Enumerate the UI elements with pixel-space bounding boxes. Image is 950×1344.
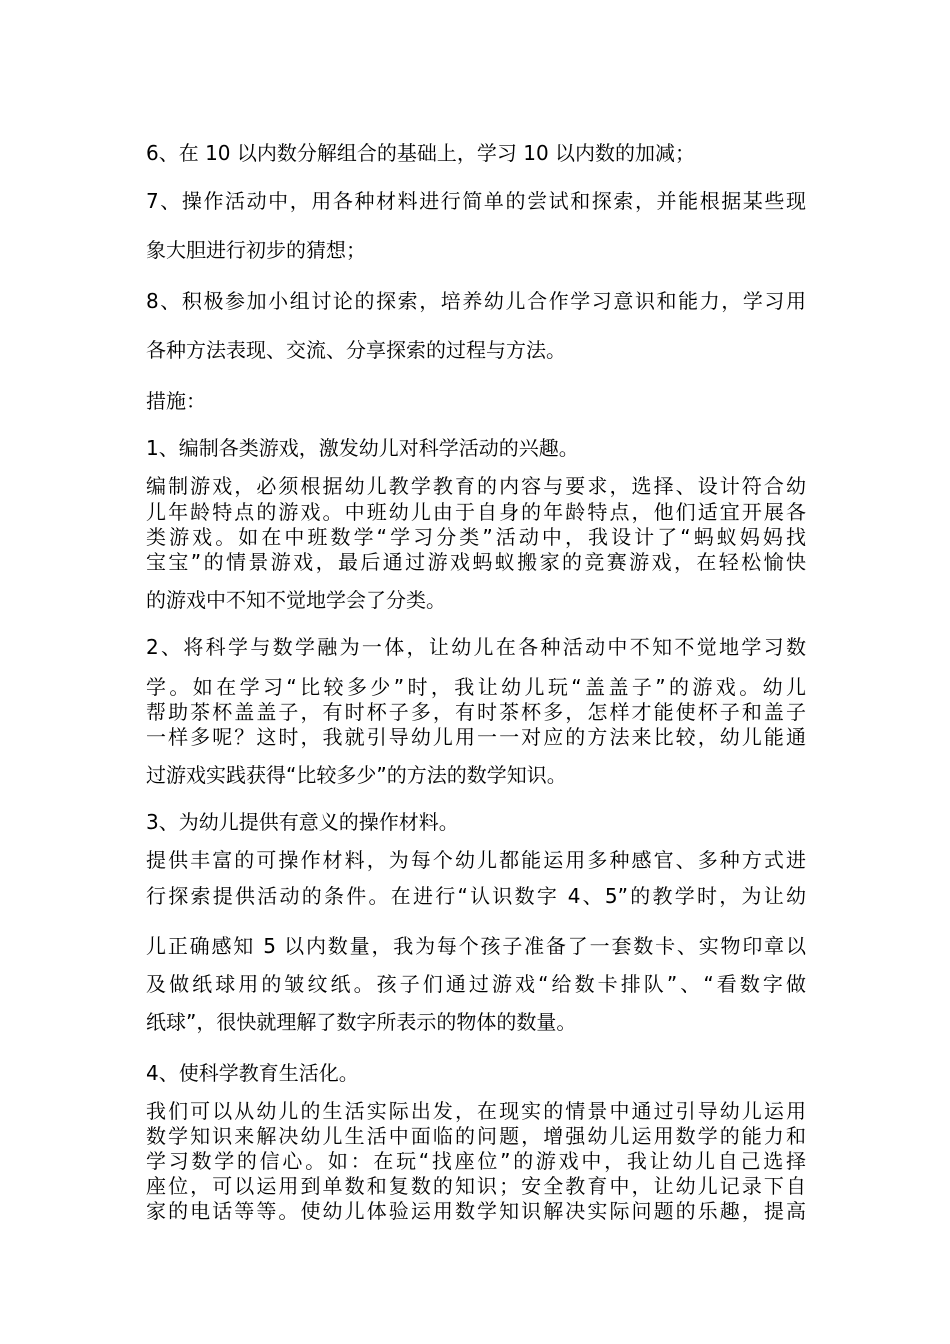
text-line: 各种方法表现、交流、分享探索的过程与方法。 [146, 338, 566, 362]
text-line: 宝宝”的情景游戏，最后通过游戏蚂蚁搬家的竞赛游戏，在轻松愉快 [146, 550, 806, 574]
text-line: 的游戏中不知不觉地学会了分类。 [146, 588, 446, 612]
text-line: 编制游戏，必须根据幼儿教学教育的内容与要求，选择、设计符合幼 [146, 474, 806, 498]
text-line: 象大胆进行初步的猜想； [146, 238, 366, 262]
text-line: 学。如在学习“比较多少”时，我让幼儿玩“盖盖子”的游戏。幼儿 [146, 675, 806, 699]
item-heading: 3、为幼儿提供有意义的操作材料。 [146, 810, 459, 834]
text-line: 6、在 10 以内数分解组合的基础上，学习 10 以内数的加减； [146, 141, 696, 165]
text-line: 提供丰富的可操作材料，为每个幼儿都能运用多种感官、多种方式进 [146, 848, 806, 872]
section-heading: 措施： [146, 389, 206, 413]
text-line: 家的电话等等。使幼儿体验运用数学知识解决实际问题的乐趣，提高 [146, 1199, 806, 1223]
text-line: 过游戏实践获得“比较多少”的方法的数学知识。 [146, 763, 567, 787]
text-line: 8、积极参加小组讨论的探索，培养幼儿合作学习意识和能力，学习用 [146, 289, 806, 313]
text-line: 及做纸球用的皱纹纸。孩子们通过游戏“给数卡排队”、“看数字做 [146, 972, 806, 996]
text-line: 儿年龄特点的游戏。中班幼儿由于自身的年龄特点，他们适宜开展各 [146, 500, 806, 524]
text-line: 7、操作活动中，用各种材料进行简单的尝试和探索，并能根据某些现 [146, 189, 806, 213]
text-line: 座位，可以运用到单数和复数的知识；安全教育中，让幼儿记录下自 [146, 1174, 806, 1198]
text-line: 行探索提供活动的条件。在进行“认识数字 4、5”的教学时，为让幼 [146, 884, 806, 908]
text-line: 儿正确感知 5 以内数量，我为每个孩子准备了一套数卡、实物印章以 [146, 934, 806, 958]
text-line: 类游戏。如在中班数学“学习分类”活动中，我设计了“蚂蚁妈妈找 [146, 525, 806, 549]
item-heading: 1、编制各类游戏，激发幼儿对科学活动的兴趣。 [146, 436, 579, 460]
text-line: 学习数学的信心。如：在玩“找座位”的游戏中，我让幼儿自己选择 [146, 1149, 806, 1173]
text-line: 帮助茶杯盖盖子，有时杯子多，有时茶杯多，怎样才能使杯子和盖子 [146, 700, 806, 724]
text-line: 我们可以从幼儿的生活实际出发，在现实的情景中通过引导幼儿运用 [146, 1099, 806, 1123]
item-heading: 4、使科学教育生活化。 [146, 1061, 359, 1085]
text-line: 纸球”，很快就理解了数字所表示的物体的数量。 [146, 1010, 577, 1034]
text-line: 数学知识来解决幼儿生活中面临的问题，增强幼儿运用数学的能力和 [146, 1124, 806, 1148]
text-line: 一样多呢？这时，我就引导幼儿用一一对应的方法来比较，幼儿能通 [146, 725, 806, 749]
item-heading: 2、将科学与数学融为一体，让幼儿在各种活动中不知不觉地学习数 [146, 635, 806, 659]
